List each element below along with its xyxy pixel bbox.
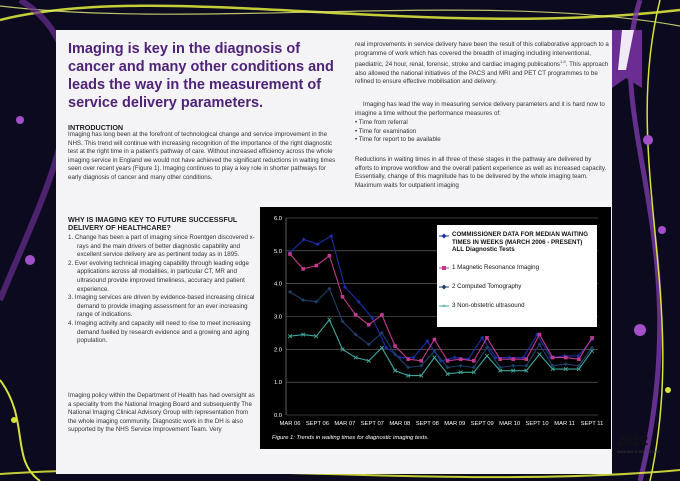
legend-mri: 1 Magnetic Resonance Imaging bbox=[452, 264, 540, 271]
waiting-times-chart bbox=[260, 207, 611, 449]
y-tick-label: 2.0 bbox=[273, 347, 282, 354]
why-item-1: 1. Change has been a part of imaging since Roentgen discovered x-rays and the main drivers of better diagnostic capability and excellent service delivery are as pertinent today as in 1895. bbox=[68, 234, 255, 259]
x-tick-label: MAR 09 bbox=[444, 421, 466, 427]
why-list bbox=[68, 234, 258, 346]
year-label: 2012 bbox=[617, 432, 649, 448]
measure-item-2: • Time for examination bbox=[355, 127, 417, 135]
data-point-mri bbox=[511, 357, 515, 361]
y-tick-label: 6.0 bbox=[273, 216, 282, 222]
purple-page-tab-icon bbox=[612, 30, 642, 88]
legend-commissioner: COMMISSIONER DATA FOR MEDIAN WAITING TIMES IN WEEKS (MARCH 2006 - PRESENT) ALL Diagnostic Tests bbox=[452, 231, 589, 254]
data-point-mri bbox=[341, 295, 345, 299]
data-point-mri bbox=[393, 344, 397, 348]
policy-paragraph: Imaging policy within the Department of Health has had oversight as a speciality from the National Imaging Board and subsequently The National Imaging Clinical Advisory Group with representation from the whole imaging community. Diagnostic work in the DH is also supported by the NHS Service Improvement Team. Very bbox=[68, 392, 255, 434]
data-point-mri bbox=[498, 357, 502, 361]
why-item-2: 2. Ever evolving technical imaging capability through leading edge applications across all modalities, in particular CT, MR and ultrasound provide improved timeliness, accuracy and patient experience. bbox=[68, 259, 249, 293]
x-tick-label: SEPT 07 bbox=[360, 421, 384, 427]
data-point-ct bbox=[511, 364, 515, 368]
data-point-mri bbox=[538, 333, 542, 337]
x-tick-label: MAR 10 bbox=[499, 421, 521, 427]
why-item-4: 4. Imaging activity and capacity will need to rise to meet increasing demand fuelled by research evidence and a growing and aging population. bbox=[68, 319, 251, 345]
data-point-mri bbox=[314, 264, 318, 268]
data-point-mri bbox=[367, 323, 371, 327]
data-point-mri bbox=[380, 313, 384, 317]
right-paragraph-3: Reductions in waiting times in all three of these stages in the pathway are delivered by efforts to improve workflow and the overall patient experience as well as increased capacity. Essentially, change of this magnitude has to be delivered by the whole imaging team. Maximum waits for outpatient imaging bbox=[355, 156, 607, 189]
data-point-mri bbox=[525, 357, 529, 361]
data-point-mri bbox=[472, 359, 476, 363]
svg-text:×: × bbox=[442, 304, 446, 310]
chart-caption: Figure 1: Trends in waiting times for diagnostic imaging tests. bbox=[272, 435, 429, 441]
data-point-mri bbox=[288, 252, 292, 256]
data-point-mri bbox=[564, 356, 568, 360]
measure-item-1: • Time from referral bbox=[355, 119, 408, 126]
citation-superscript: 1-5 bbox=[560, 59, 566, 65]
measure-item-3: • Time for report to be available bbox=[355, 136, 441, 144]
data-point-mri bbox=[485, 336, 489, 340]
right-paragraph-1: real improvements in service delivery have been the result of this collaborative approach to a programme of work which has covered the breadth of imaging including interventional, paediatric, 24 hour, renal, forensic, stroke and cardiac imaging publications$^{1-5}$. This approach also allowed the national initiatives of the PACS and MRI and PET CT programmes to be refined to ensure effective mobilisation and delivery. bbox=[355, 41, 609, 86]
data-point-ultrasound bbox=[590, 349, 594, 353]
x-tick-label: SEPT 10 bbox=[525, 421, 549, 427]
y-tick-label: 3.0 bbox=[273, 314, 282, 321]
intro-title: INTRODUCTION bbox=[68, 123, 124, 132]
legend-ultrasound: 3 Non-obstetric ultrasound bbox=[452, 302, 525, 309]
data-point-mri bbox=[328, 254, 332, 258]
data-point-ultrasound bbox=[380, 346, 384, 350]
x-tick-label: MAR 11 bbox=[554, 421, 575, 427]
data-point-mri bbox=[577, 357, 581, 361]
data-point-ultrasound bbox=[485, 354, 489, 358]
x-tick-label: MAR 08 bbox=[389, 421, 411, 427]
right-paragraph-2: Imaging has lead the way in measuring service delivery parameters and it is hard now to imagine a time without the performance measures of: bbox=[355, 101, 605, 117]
x-tick-label: SEPT 09 bbox=[470, 421, 494, 427]
data-point-commissioner bbox=[453, 356, 457, 360]
data-point-mri bbox=[301, 267, 305, 271]
x-tick-label: SEPT 08 bbox=[415, 421, 439, 427]
data-point-mri bbox=[433, 338, 437, 342]
year-sublabel: IMAGING & ONCOLOGY bbox=[617, 450, 661, 454]
data-point-mri bbox=[406, 357, 410, 361]
data-point-mri bbox=[446, 359, 450, 363]
chart-legend bbox=[437, 225, 597, 327]
headline: Imaging is key in the diagnosis of cancer and many other conditions and leads the way in the measurement of service delivery parameters. bbox=[68, 41, 334, 111]
measures-list bbox=[355, 119, 610, 145]
x-tick-label: SEPT 11 bbox=[580, 421, 604, 427]
data-point-mri bbox=[420, 359, 424, 363]
y-tick-label: 5.0 bbox=[273, 248, 282, 255]
data-point-mri bbox=[354, 313, 358, 317]
x-tick-label: MAR 06 bbox=[279, 421, 301, 427]
why-item-3: 3. Imaging services are driven by evidence-based increasing clinical demand to provide imaging assessment for an ever increasing range of indications. bbox=[68, 294, 255, 319]
data-point-ct bbox=[564, 362, 568, 366]
why-title: WHY IS IMAGING KEY TO FUTURE SUCCESSFUL DELIVERY OF HEALTHCARE? bbox=[68, 215, 238, 233]
y-tick-label: 0.0 bbox=[273, 413, 282, 419]
legend-ct: 2 Computed Tomography bbox=[452, 283, 522, 290]
y-tick-label: 1.0 bbox=[273, 380, 282, 387]
data-point-mri bbox=[590, 336, 594, 340]
y-tick-label: 4.0 bbox=[273, 281, 282, 288]
intro-paragraph: Imaging has long been at the forefront of technological change and service improvement in the NHS. This trend will continue with increasing recognition of the importance of the right diagnostic test at the right time in a patient's pathway of care. Without increased efficiency across the whole imaging service in England we would not have achieved the significant reductions in waiting times seen over recent years (Figure 1). Imaging continues to play a key role in shorter pathways for early diagnosis of cancer and many other conditions. bbox=[68, 131, 336, 181]
x-tick-label: MAR 07 bbox=[334, 421, 356, 427]
data-point-mri bbox=[459, 357, 463, 361]
data-point-mri bbox=[551, 356, 555, 360]
data-point-ultrasound bbox=[538, 352, 542, 356]
x-tick-label: SEPT 06 bbox=[305, 421, 330, 427]
data-point-ct bbox=[459, 364, 463, 368]
data-point-ultrasound bbox=[433, 356, 437, 360]
